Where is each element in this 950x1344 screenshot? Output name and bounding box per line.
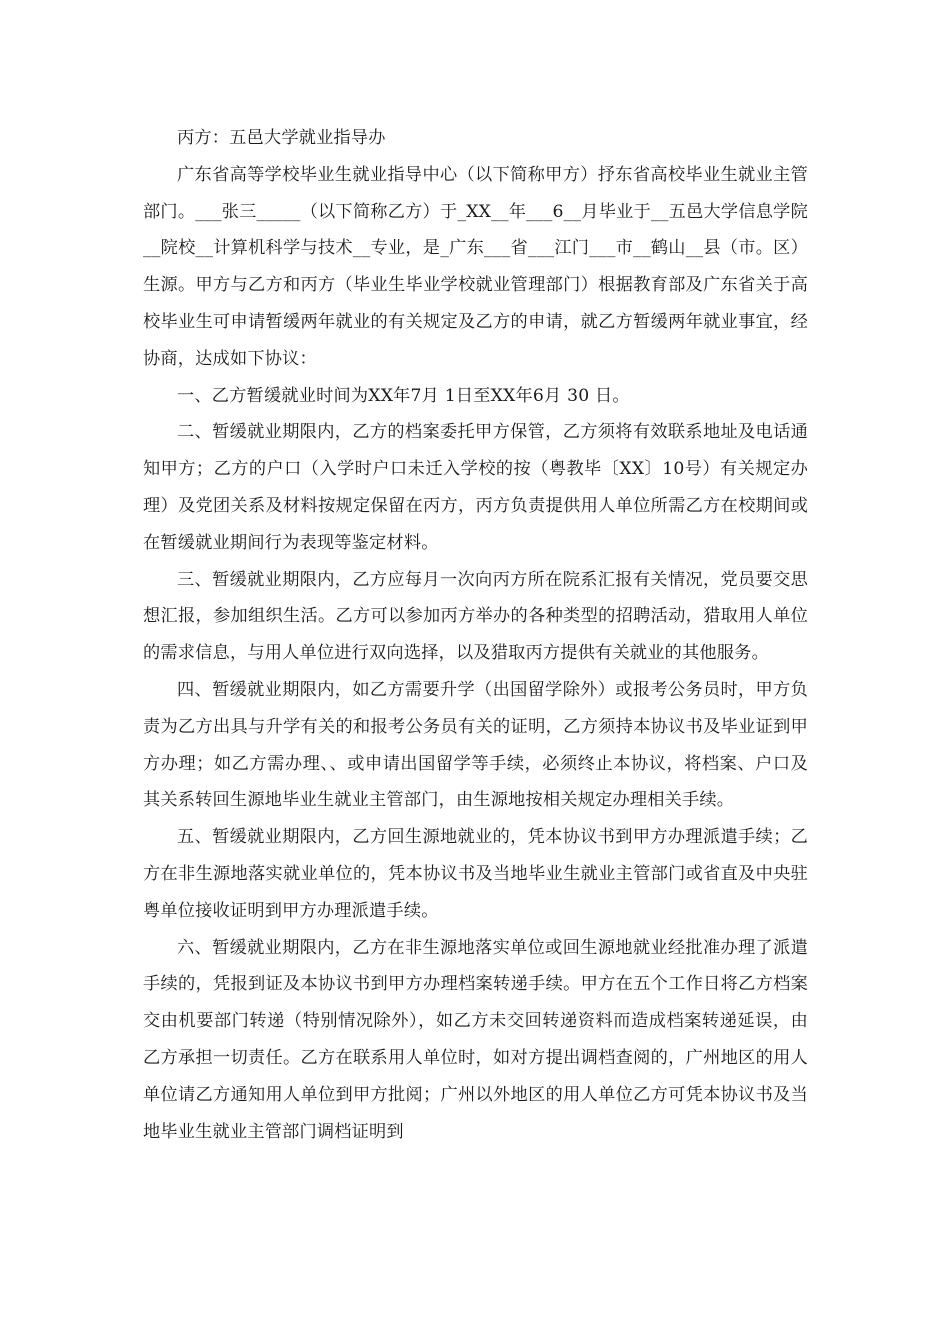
clause-4-paragraph: 四、暂缓就业期限内，如乙方需要升学（出国留学除外）或报考公务员时，甲方负责为乙方出具与升学有关的和报考公务员有关的证明，乙方须持本协议书及毕业证到甲方办理；如乙方需办理、、或申请出国留学等手续，必须终止本协议，将档案、户口及其关系转回生源地毕业生就业主管部门，由生源地按相关规定办理相关手续。 — [143, 679, 808, 811]
clause-3-paragraph: 三、暂缓就业期限内，乙方应每月一次向丙方所在院系汇报有关情况，党员要交思想汇报，参加组织生活。乙方可以参加丙方举办的各种类型的招聘活动，猎取用人单位的需求信息，与用人单位进行双向选择，以及猎取丙方提供有关就业的其他服务。 — [143, 569, 808, 664]
clause-1-paragraph: 一、乙方暂缓就业时间为XX年7月 1日至XX年6月 30 日。 — [177, 385, 630, 406]
agreement-body — [143, 120, 808, 1150]
clause-2-paragraph: 二、暂缓就业期限内，乙方的档案委托甲方保管，乙方须将有效联系地址及电话通知甲方；乙方的户口（入学时户口未迁入学校的按（粤教毕〔XX〕10号）有关规定办理）及党团关系及材料按规定保留在丙方，丙方负责提供用人单位所需乙方在校期间或在暂缓就业期间行为表现等鉴定材料。 — [143, 422, 808, 553]
party-c-line: 丙方：五邑大学就业指导办 — [177, 128, 386, 148]
clause-5-paragraph: 五、暂缓就业期限内，乙方回生源地就业的，凭本协议书到甲方办理派遣手续；乙方在非生源地落实就业单位的，凭本协议书及当地毕业生就业主管部门或省直及中央驻粤单位接收证明到甲方办理派遣手续。 — [143, 827, 808, 921]
intro-paragraph: 广东省高等学校毕业生就业指导中心（以下简称甲方）抒东省高校毕业生就业主管部门。___张三_____（以下简称乙方）于_XX__年___6__月毕业于__五邑大学信息学院__院校__计算机科学与技术__专业，是_广东___省___江门___市__鹤山__县（市。区）生源。甲方与乙方和丙方（毕业生毕业学校就业管理部门）根据教育部及广东省关于高校毕业生可申请暂缓两年就业的有关规定及乙方的申请，就乙方暂缓两年就业事宜，经协商，达成如下协议： — [143, 164, 808, 369]
clause-6-paragraph: 六、暂缓就业期限内，乙方在非生源地落实单位或回生源地就业经批准办理了派遣手续的，凭报到证及本协议书到甲方办理档案转递手续。甲方在五个工作日将乙方档案交由机要部门转递（特别情况除外），如乙方未交回转递资料而造成档案转递延误，由乙方承担一切责任。乙方在联系用人单位时，如对方提出调档查阅的，广州地区的用人单位请乙方通知用人单位到甲方批阅；广州以外地区的用人单位乙方可凭本协议书及当地毕业生就业主管部门调档证明到 — [143, 937, 808, 1142]
